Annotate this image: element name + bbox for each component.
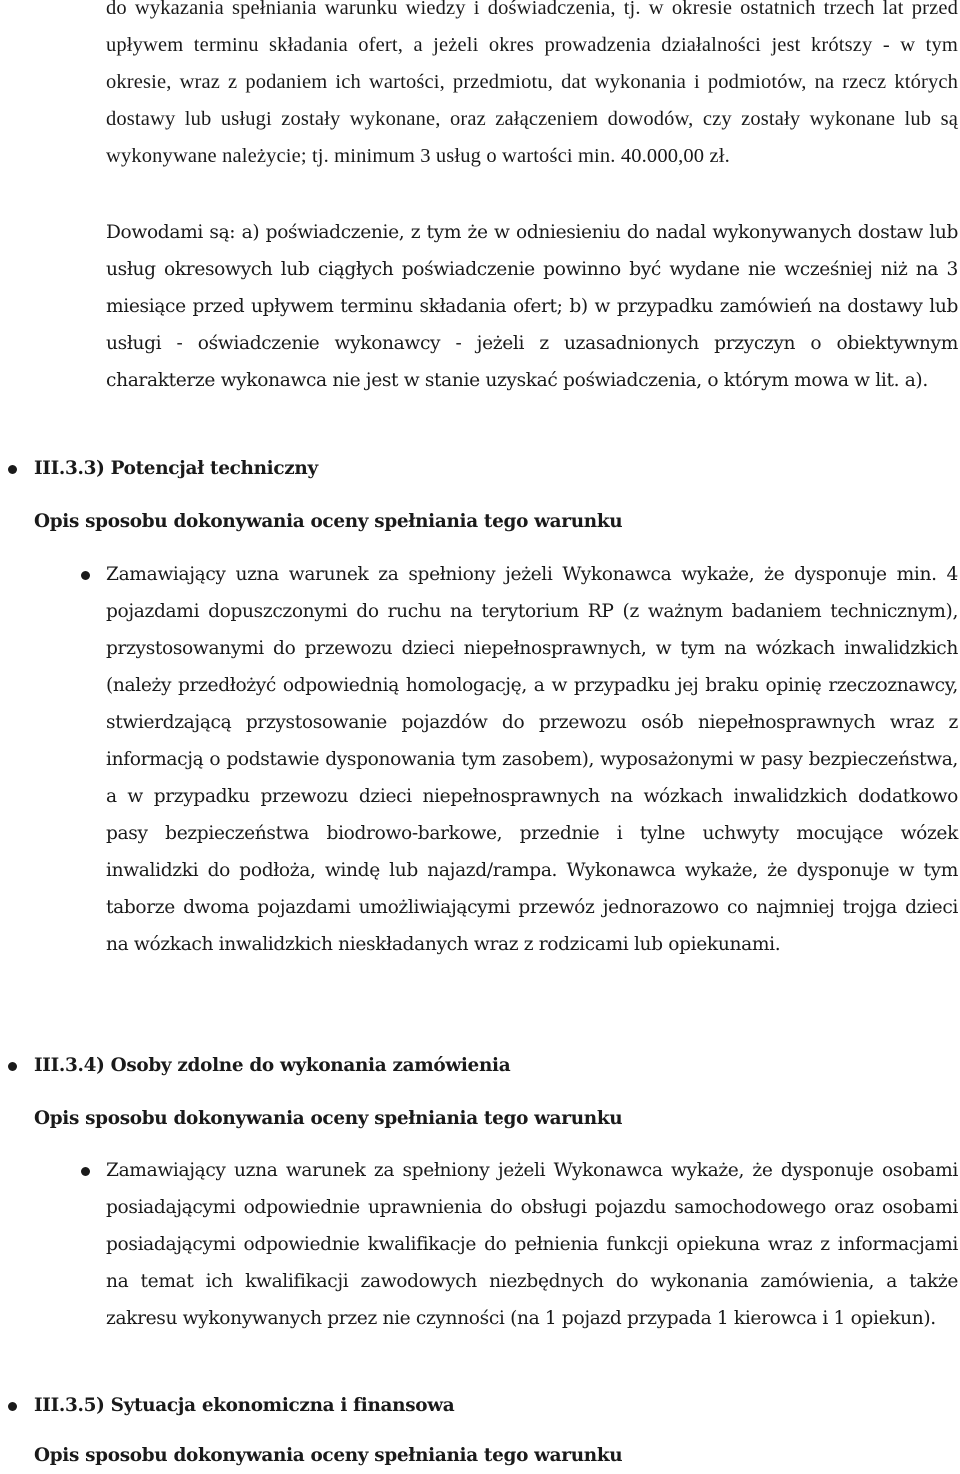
section-heading-personnel: III.3.4) Osoby zdolne do wykonania zamówienia — [34, 1055, 511, 1076]
list-item-text-technical: Zamawiający uzna warunek za spełniony jeżeli Wykonawca wykaże, że dysponuje min. 4 pojazdami dopuszczonymi do ruchu na terytorium RP (z ważnym badaniem technicznym), przystosowanymi do przewozu dzieci niepełnosprawnych, w tym na wózkach inwalidzkich (należy przedłożyć odpowiednią homologację, a w przypadku jej braku opinię rzeczoznawcy, stwierdzającą przystosowanie pojazdów do przewozu osób niepełnosprawnych wraz z informacją o podstawie dysponowania tym zasobem), wyposażonymi w pasy bezpieczeństwa, a w przypadku przewozu dzieci niepełnosprawnych na wózkach inwalidzkich dodatkowo pasy bezpieczeństwa biodrowo-barkowe, przednie i tylne uchwyty mocujące wózek inwalidzki do podłoża, windę lub najazd/rampa. Wykonawca wykaże, że dysponuje w tym taborze dwoma pojazdami umożliwiającymi przewóz jednorazowo co najmniej trojga dzieci na wózkach inwalidzkich nieskładanych wraz z rodzicami lub opiekunami. — [106, 564, 958, 955]
evidence-paragraph-block — [106, 214, 958, 399]
evidence-paragraph: Dowodami są: a) poświadczenie, z tym że w odniesieniu do nadal wykonywanych dostaw lub usług okresowych lub ciągłych poświadczenie powinno być wydane nie wcześniej niż na 3 miesiące przed upływem terminu składania ofert; b) w przypadku zamówień na dostawy lub usługi - oświadczenie wykonawcy - jeżeli z uzasadnionych przyczyn o obiektywnym charakterze wykonawca nie jest w stanie uzyskać poświadczenia, o którym mowa w lit. a). — [106, 222, 958, 391]
assessment-subheading-technical: Opis sposobu dokonywania oceny spełniania tego warunku — [34, 511, 623, 532]
assessment-subheading-personnel: Opis sposobu dokonywania oceny spełniania tego warunku — [34, 1108, 623, 1129]
bullet-icon — [8, 1062, 17, 1071]
bullet-icon — [8, 1402, 17, 1411]
section-heading-financial: III.3.5) Sytuacja ekonomiczna i finansowa — [34, 1395, 455, 1416]
bullet-icon — [8, 465, 17, 474]
bullet-icon — [81, 1167, 90, 1176]
bullet-icon — [81, 571, 90, 580]
assessment-subheading-financial: Opis sposobu dokonywania oceny spełniania tego warunku — [34, 1445, 623, 1466]
knowledge-paragraph-block — [106, 0, 958, 175]
section-heading-technical: III.3.3) Potencjał techniczny — [34, 458, 318, 479]
section-heading-row-personnel — [0, 1047, 960, 1084]
knowledge-paragraph: do wykazania spełniania warunku wiedzy i doświadczenia, tj. w okresie ostatnich trzech lat przed upływem terminu składania ofert, a jeżeli okres prowadzenia działalności jest krótszy - w tym okresie, wraz z podaniem ich wartości, przedmiotu, dat wykonania i podmiotów, na rzecz których dostawy lub usługi zostały wykonane, oraz załączeniem dowodów, czy zostały wykonane lub są wykonywane należycie; tj. minimum 3 usług o wartości min. 40.000,00 zł. — [106, 0, 958, 167]
list-item-text-personnel: Zamawiający uzna warunek za spełniony jeżeli Wykonawca wykaże, że dysponuje osobami posiadającymi odpowiednie uprawnienia do obsługi pojazdu samochodowego oraz osobami posiadającymi odpowiednie kwalifikacje do pełnienia funkcji opiekuna wraz z informacjami na temat ich kwalifikacji zawodowych niezbędnych do wykonania zamówienia, a także zakresu wykonywanych przez nie czynności (na 1 pojazd przypada 1 kierowca i 1 opiekun). — [106, 1160, 958, 1329]
section-heading-row-technical — [0, 450, 960, 487]
section-heading-row-financial — [0, 1387, 960, 1424]
